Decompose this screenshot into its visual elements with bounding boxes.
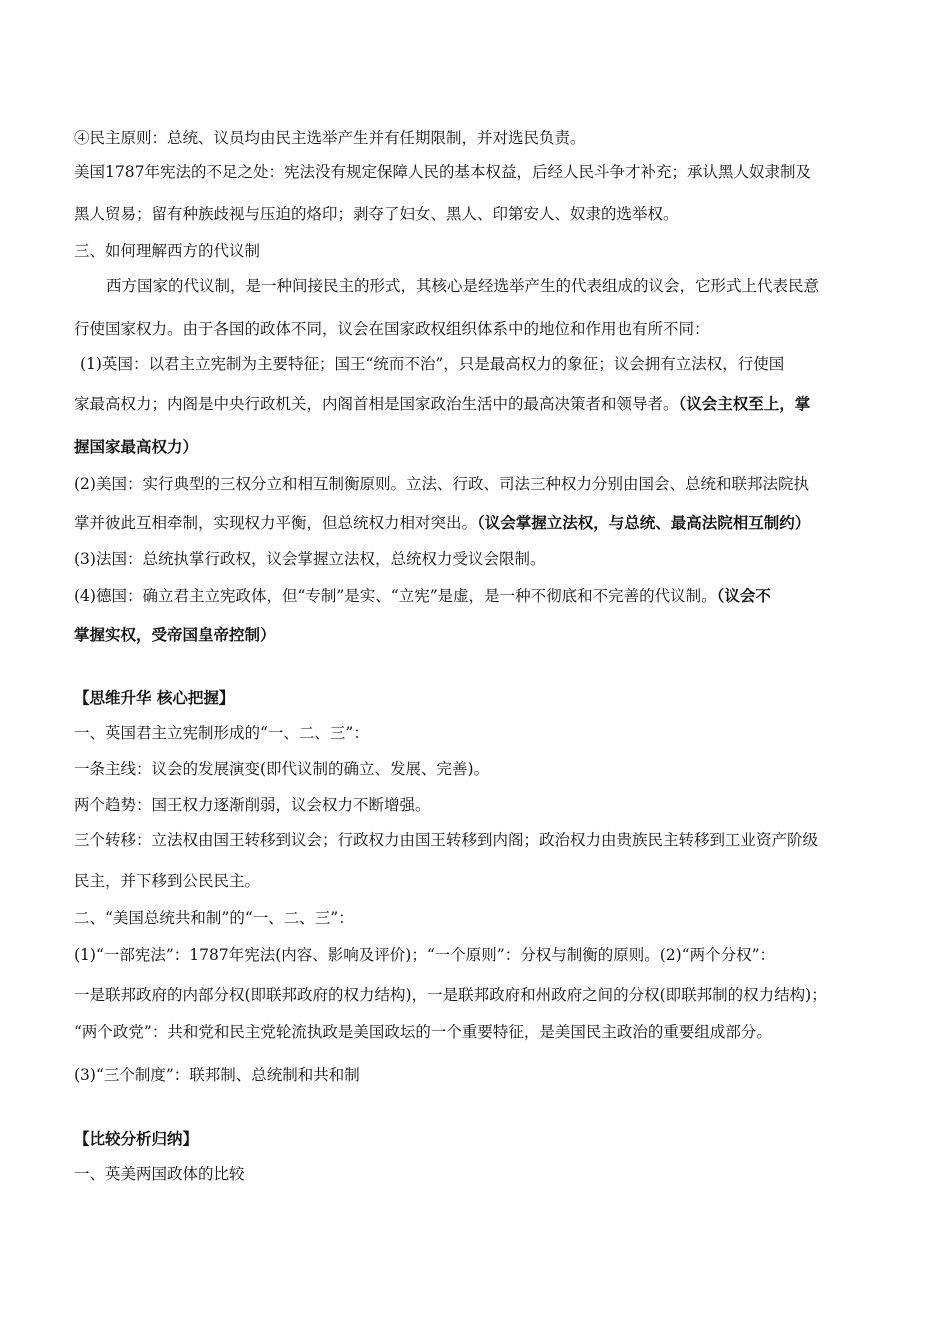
text-line: [74, 585, 771, 607]
text-line: 黑人贸易；留有种族歧视与压迫的烙印；剥夺了妇女、黑人、印第安人、奴隶的选举权。: [74, 205, 679, 223]
bold-note: （议会不: [716, 586, 771, 605]
text-line: (3)法国：总统执掌行政权，议会掌握立法权，总统权力受议会限制。: [74, 550, 546, 568]
text-line: (3)“三个制度”：联邦制、总统制和共和制: [74, 1066, 360, 1084]
text-line: 美国1787年宪法的不足之处：宪法没有规定保障人民的基本权益，后经人民斗争才补充；承认黑人奴隶制及: [74, 163, 811, 181]
text-segment: 家最高权力；内阁是中央行政机关，内阁首相是国家政治生活中的最高决策者和领导者。: [74, 395, 679, 413]
bold-note: （议会掌握立法权，与总统、最高法院相互制约）: [477, 513, 811, 532]
text-line: 民主，并下移到公民民主。: [74, 872, 261, 890]
text-line: ④民主原则：总统、议员均由民主选举产生并有任期限制，并对选民负责。: [74, 129, 586, 147]
text-line: 三个转移：立法权由国王转移到议会；行政权力由国王转移到内阁；政治权力由贵族民主转移到工业资产阶级: [74, 831, 819, 849]
text-line: 二、“美国总统共和制”的“一、二、三”：: [74, 909, 354, 927]
text-line: 行使国家权力。由于各国的政体不同，议会在国家政权组织体系中的地位和作用也有所不同：: [74, 320, 710, 338]
section-title: 【思维升华 核心把握】: [74, 688, 235, 707]
text-line: 两个趋势：国王权力逐渐削弱，议会权力不断增强。: [74, 796, 431, 814]
text-line: (1)“一部宪法”：1787年宪法(内容、影响及评价)；“一个原则”：分权与制衡的原则。(2)“两个分权”：: [74, 946, 775, 964]
text-line: [74, 512, 810, 534]
text-segment: 掌并彼此互相牵制，实现权力平衡，但总统权力相对突出。: [74, 514, 478, 532]
text-line: “两个政党”：共和党和民主党轮流执政是美国政坛的一个重要特征，是美国民主政治的重要组成部分。: [74, 1023, 772, 1041]
text-segment: (4)德国：确立君主立宪政体，但“专制”是实、“立宪”是虚，是一种不彻底和不完善的代议制。: [74, 587, 717, 605]
bold-note: 握国家最高权力）: [74, 437, 199, 456]
section-heading: 三、如何理解西方的代议制: [74, 242, 261, 260]
bold-note: 掌握实权，受帝国皇帝控制）: [74, 625, 276, 644]
bold-note: （议会主权至上，掌: [678, 394, 811, 413]
text-line: 一是联邦政府的内部分权(即联邦政府的权力结构)，一是联邦政府和州政府之间的分权(即联邦制的权力结构)；: [74, 986, 827, 1004]
text-line: 一、英美两国政体的比较: [74, 1165, 245, 1183]
text-line: [74, 393, 810, 415]
text-line: 一条主线：议会的发展演变(即代议制的确立、发展、完善)。: [74, 760, 490, 778]
section-title: 【比较分析归纳】: [74, 1129, 199, 1148]
text-line: 西方国家的代议制，是一种间接民主的形式，其核心是经选举产生的代表组成的议会，它形式上代表民意: [106, 277, 820, 295]
text-line: (1)英国：以君主立宪制为主要特征；国王“统而不治”，只是最高权力的象征；议会拥有立法权，行使国: [80, 355, 785, 373]
text-line: 一、英国君主立宪制形成的“一、二、三”：: [74, 724, 369, 742]
text-line: (2)美国：实行典型的三权分立和相互制衡原则。立法、行政、司法三种权力分别由国会、总统和联邦法院执: [74, 475, 809, 493]
